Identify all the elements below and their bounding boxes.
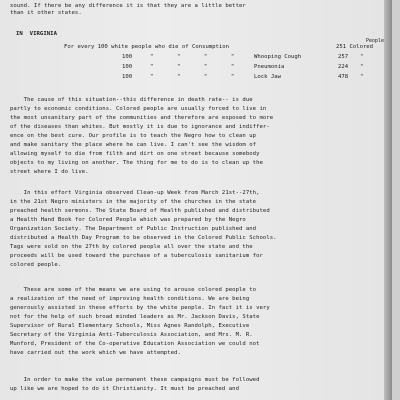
table-row-3-value: 478 (338, 74, 349, 80)
paragraph-3-line-5: Supervisor of Rural Elementary Schools, Miss Agnes Randolph, Executive (10, 323, 250, 329)
paragraph-2-line-6: distributed a Health Day Program to be observed in the Colored Public Schools. (10, 235, 277, 241)
table-row-2-count: 100 (122, 64, 133, 70)
table-header-left: For every 100 white people who die of Consumption (64, 44, 230, 50)
paragraph-4-line-1: In order to make the value permanent these campaigns must be followed (10, 377, 260, 383)
paragraph-3-line-1: These are some of the means we are using to arouse colored people to (10, 287, 257, 293)
paragraph-2-line-4: a Health Hand Book for Colored People which was prepared by the Negro (10, 217, 246, 223)
paragraph-3-line-7: Munford, President of the Co-operative Education Association we could not (10, 341, 260, 347)
table-row-2-ditto: " " " " (150, 64, 235, 70)
table-row-1-value: 257 (338, 54, 349, 60)
paragraph-3-line-6: Secretary of the Virginia Anti-Tuberculosis Association, and Mrs. M. R. (10, 332, 253, 338)
paragraph-1-line-2: partly to economic conditions. Colored people are usually forced to live in (10, 106, 267, 112)
paragraph-2-line-8: proceeds will be used toward the purchase of a tuberculosis sanitarium for (10, 253, 263, 259)
paragraph-2-line-3: preached health sermons. The State Board of Health published and distributed (10, 208, 270, 214)
intro-line-1: sound. If there be any difference it is that they are a little better (10, 3, 246, 9)
paragraph-1-line-5: ence on the best cure. Our profile is to teach the Negro how to clean up (10, 133, 257, 139)
table-row-3-count: 100 (122, 74, 133, 80)
paragraph-2-line-9: colored people. (10, 262, 62, 268)
paragraph-1-line-6: and make sanitary the place where he can live. I can't see the wisdom of (10, 142, 257, 148)
paragraph-1-line-3: the most unsanitary part of the communities and therefore are exposed to more (10, 115, 274, 121)
paragraph-3-line-3: generously assisted in these efforts by the white people. In fact it is very (10, 305, 270, 311)
table-row-3-disease: Lock Jaw (254, 74, 281, 80)
table-header-right: 251 Colored (336, 44, 374, 50)
paragraph-3-line-8: have carried out the work which we have attempted. (10, 350, 181, 356)
paragraph-3-line-2: a realization of the need of improving health conditions. We are being (10, 296, 250, 302)
table-row-2-disease: Pneumonia (254, 64, 285, 70)
paragraph-3-line-4: not for the help of such broad minded leaders as Mr. Jackson Davis, State (10, 314, 260, 320)
paragraph-2-line-7: Tags were sold on the 27th by colored people all over the state and the (10, 244, 253, 250)
table-row-1-ditto-right: " (360, 54, 364, 60)
table-row-1-ditto: " " " " (150, 54, 235, 60)
paragraph-4-line-2: up like we are hoped to do it Christianity. It must be preached and (10, 386, 239, 392)
paragraph-1-line-8: objects to my living on another. The thing for me to do is to clean up the (10, 160, 263, 166)
section-heading: IN VIRGINIA (16, 31, 58, 37)
paragraph-1-line-4: of the diseases than whites. But mostly it is due to ignorance and indiffer- (10, 124, 270, 130)
table-row-1-disease: Whooping Cough (254, 54, 302, 60)
paragraph-1-line-9: street where I do live. (10, 169, 89, 175)
table-row-1-count: 100 (122, 54, 133, 60)
intro-line-2: than it other states. (10, 10, 82, 16)
table-row-3-ditto: " " " " (150, 74, 235, 80)
table-right-top-label: People (366, 38, 385, 44)
paragraph-2-line-5: Organization Society. The Department of Public Instruction published and (10, 226, 257, 232)
paragraph-1-line-1: The cause of this situation--this difference in death rate-- is due (10, 97, 253, 103)
paragraph-2-line-2: in the 21st Negro ministers in the majority of the churches in the state (10, 199, 257, 205)
table-row-3-ditto-right: " (360, 74, 364, 80)
paragraph-2-line-1: In this effort Virginia observed Clean-up Week from March 21st--27th, (10, 190, 260, 196)
table-row-2-ditto-right: " (360, 64, 364, 70)
page-edge-shadow (384, 0, 392, 400)
table-row-2-value: 224 (338, 64, 349, 70)
paragraph-1-line-7: allowing myself to die from filth and dirt on one street because somebody (10, 151, 260, 157)
